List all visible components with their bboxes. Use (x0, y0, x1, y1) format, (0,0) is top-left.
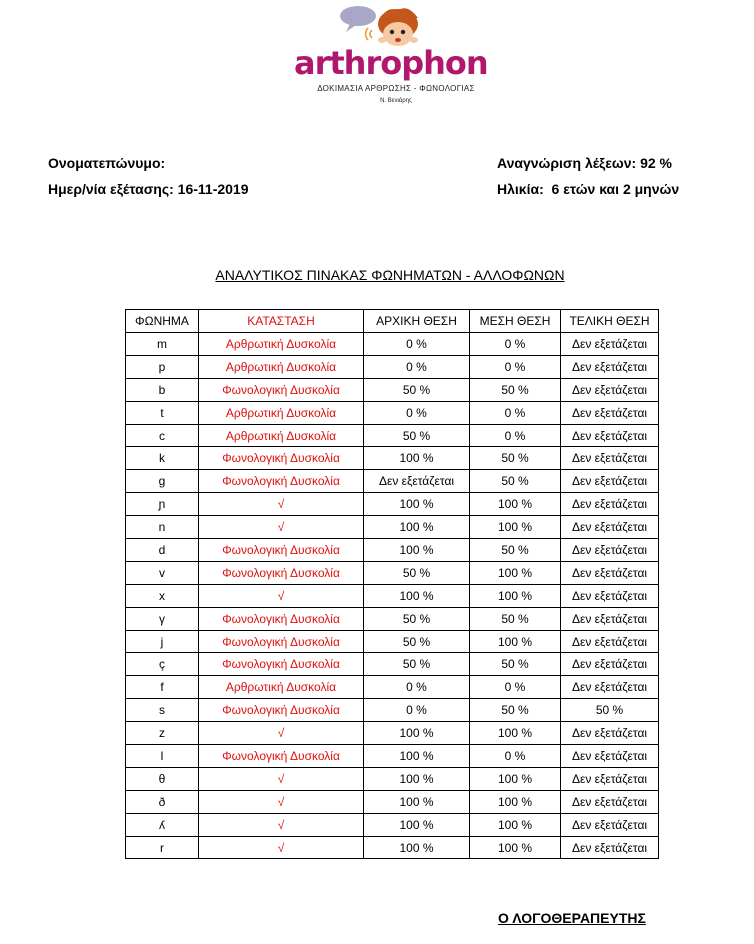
medial-position-cell: 0 % (470, 745, 561, 768)
table-row (126, 607, 659, 630)
final-position-cell: Δεν εξετάζεται (561, 355, 659, 378)
medial-position-cell: 0 % (470, 424, 561, 447)
initial-position-cell: 100 % (364, 584, 470, 607)
table-row (126, 355, 659, 378)
phoneme-cell: ʎ (126, 813, 199, 836)
initial-position-cell: 100 % (364, 836, 470, 859)
final-position-cell: Δεν εξετάζεται (561, 333, 659, 356)
phoneme-cell: m (126, 333, 199, 356)
phoneme-cell: ɲ (126, 493, 199, 516)
name-label: Ονοματεπώνυμο: (48, 155, 166, 171)
table-row (126, 447, 659, 470)
medial-position-cell: 100 % (470, 767, 561, 790)
table-row (126, 333, 659, 356)
phoneme-cell: b (126, 378, 199, 401)
status-cell: Φωνολογική Δυσκολία (199, 653, 364, 676)
medial-position-cell: 50 % (470, 699, 561, 722)
initial-position-cell: Δεν εξετάζεται (364, 470, 470, 493)
phoneme-cell: z (126, 722, 199, 745)
medial-position-cell: 50 % (470, 470, 561, 493)
phoneme-cell: r (126, 836, 199, 859)
phoneme-cell: v (126, 561, 199, 584)
medial-position-cell: 50 % (470, 539, 561, 562)
status-cell: Φωνολογική Δυσκολία (199, 630, 364, 653)
final-position-cell: Δεν εξετάζεται (561, 378, 659, 401)
signature-label: Ο ΛΟΓΟΘΕΡΑΠΕΥΤΗΣ (498, 910, 646, 926)
initial-position-cell: 100 % (364, 516, 470, 539)
table-header-row (126, 310, 659, 333)
phoneme-cell: d (126, 539, 199, 562)
phoneme-cell: γ (126, 607, 199, 630)
header-initial: ΑΡΧΙΚΗ ΘΕΣΗ (364, 310, 470, 333)
initial-position-cell: 50 % (364, 378, 470, 401)
medial-position-cell: 100 % (470, 836, 561, 859)
medial-position-cell: 50 % (470, 378, 561, 401)
medial-position-cell: 100 % (470, 584, 561, 607)
initial-position-cell: 0 % (364, 355, 470, 378)
medial-position-cell: 0 % (470, 401, 561, 424)
initial-position-cell: 50 % (364, 630, 470, 653)
medial-position-cell: 100 % (470, 493, 561, 516)
medial-position-cell: 100 % (470, 516, 561, 539)
status-cell: Φωνολογική Δυσκολία (199, 561, 364, 584)
table-row (126, 470, 659, 493)
phoneme-cell: t (126, 401, 199, 424)
medial-position-cell: 100 % (470, 722, 561, 745)
initial-position-cell: 100 % (364, 493, 470, 516)
final-position-cell: Δεν εξετάζεται (561, 401, 659, 424)
final-position-cell: Δεν εξετάζεται (561, 447, 659, 470)
status-cell: √ (199, 584, 364, 607)
final-position-cell: Δεν εξετάζεται (561, 653, 659, 676)
initial-position-cell: 0 % (364, 333, 470, 356)
phoneme-table (125, 309, 659, 859)
age: Ηλικία: 6 ετών και 2 μηνών (497, 181, 680, 197)
initial-position-cell: 100 % (364, 745, 470, 768)
table-row (126, 813, 659, 836)
table-row (126, 767, 659, 790)
initial-position-cell: 100 % (364, 539, 470, 562)
status-cell: Φωνολογική Δυσκολία (199, 447, 364, 470)
phoneme-cell: j (126, 630, 199, 653)
final-position-cell: Δεν εξετάζεται (561, 584, 659, 607)
phoneme-cell: ç (126, 653, 199, 676)
table-title: ΑΝΑΛΥΤΙΚΟΣ ΠΙΝΑΚΑΣ ΦΩΝΗΜΑΤΩΝ - ΑΛΛΟΦΩΝΩΝ (215, 267, 565, 283)
final-position-cell: Δεν εξετάζεται (561, 676, 659, 699)
status-cell: √ (199, 813, 364, 836)
table-row (126, 722, 659, 745)
phoneme-cell: g (126, 470, 199, 493)
status-cell: √ (199, 790, 364, 813)
status-cell: √ (199, 493, 364, 516)
table-row (126, 378, 659, 401)
word-recognition: Αναγνώριση λέξεων: 92 % (497, 155, 673, 171)
arthrophon-logo (280, 4, 510, 114)
table-row (126, 676, 659, 699)
table-row (126, 401, 659, 424)
table-body (126, 333, 659, 859)
initial-position-cell: 100 % (364, 813, 470, 836)
table-row (126, 836, 659, 859)
final-position-cell: Δεν εξετάζεται (561, 539, 659, 562)
table-row (126, 561, 659, 584)
final-position-cell: Δεν εξετάζεται (561, 722, 659, 745)
medial-position-cell: 100 % (470, 790, 561, 813)
final-position-cell: Δεν εξετάζεται (561, 607, 659, 630)
table-row (126, 424, 659, 447)
status-cell: √ (199, 836, 364, 859)
table-row (126, 653, 659, 676)
medial-position-cell: 100 % (470, 630, 561, 653)
header-final: ΤΕΛΙΚΗ ΘΕΣΗ (561, 310, 659, 333)
phoneme-cell: n (126, 516, 199, 539)
final-position-cell: Δεν εξετάζεται (561, 493, 659, 516)
medial-position-cell: 0 % (470, 333, 561, 356)
initial-position-cell: 100 % (364, 447, 470, 470)
phoneme-cell: θ (126, 767, 199, 790)
status-cell: Φωνολογική Δυσκολία (199, 539, 364, 562)
header-status: ΚΑΤΑΣΤΑΣΗ (199, 310, 364, 333)
initial-position-cell: 0 % (364, 699, 470, 722)
table-row (126, 630, 659, 653)
final-position-cell: Δεν εξετάζεται (561, 745, 659, 768)
medial-position-cell: 50 % (470, 447, 561, 470)
table-row (126, 745, 659, 768)
header-phoneme: ΦΩΝΗΜΑ (126, 310, 199, 333)
initial-position-cell: 50 % (364, 653, 470, 676)
initial-position-cell: 100 % (364, 790, 470, 813)
table-row (126, 699, 659, 722)
final-position-cell: Δεν εξετάζεται (561, 516, 659, 539)
medial-position-cell: 100 % (470, 813, 561, 836)
exam-date: Ημερ/νία εξέτασης: 16-11-2019 (48, 181, 249, 197)
phoneme-cell: ð (126, 790, 199, 813)
initial-position-cell: 0 % (364, 676, 470, 699)
status-cell: Αρθρωτική Δυσκολία (199, 333, 364, 356)
final-position-cell: 50 % (561, 699, 659, 722)
header-medial: ΜΕΣΗ ΘΕΣΗ (470, 310, 561, 333)
table-row (126, 516, 659, 539)
status-cell: Αρθρωτική Δυσκολία (199, 424, 364, 447)
initial-position-cell: 0 % (364, 401, 470, 424)
initial-position-cell: 100 % (364, 767, 470, 790)
brand-tagline: ΔΟΚΙΜΑΣΙΑ ΑΡΘΡΩΣΗΣ - ΦΩΝΟΛΟΓΙΑΣ (317, 84, 475, 93)
final-position-cell: Δεν εξετάζεται (561, 630, 659, 653)
phoneme-cell: f (126, 676, 199, 699)
brand-author: Ν. Βενιάρης (380, 98, 412, 104)
phoneme-cell: c (126, 424, 199, 447)
status-cell: √ (199, 722, 364, 745)
final-position-cell: Δεν εξετάζεται (561, 836, 659, 859)
initial-position-cell: 50 % (364, 424, 470, 447)
phoneme-cell: p (126, 355, 199, 378)
status-cell: Φωνολογική Δυσκολία (199, 378, 364, 401)
table-row (126, 493, 659, 516)
status-cell: Φωνολογική Δυσκολία (199, 470, 364, 493)
phoneme-cell: l (126, 745, 199, 768)
speech-bubble-icon (340, 6, 376, 26)
final-position-cell: Δεν εξετάζεται (561, 813, 659, 836)
medial-position-cell: 0 % (470, 355, 561, 378)
final-position-cell: Δεν εξετάζεται (561, 470, 659, 493)
status-cell: Φωνολογική Δυσκολία (199, 745, 364, 768)
status-cell: Αρθρωτική Δυσκολία (199, 676, 364, 699)
status-cell: Αρθρωτική Δυσκολία (199, 401, 364, 424)
phoneme-cell: s (126, 699, 199, 722)
status-cell: √ (199, 516, 364, 539)
initial-position-cell: 50 % (364, 607, 470, 630)
medial-position-cell: 50 % (470, 607, 561, 630)
status-cell: Φωνολογική Δυσκολία (199, 607, 364, 630)
medial-position-cell: 100 % (470, 561, 561, 584)
final-position-cell: Δεν εξετάζεται (561, 424, 659, 447)
brand-name: arthrophon (294, 44, 488, 82)
phoneme-cell: k (126, 447, 199, 470)
final-position-cell: Δεν εξετάζεται (561, 790, 659, 813)
table-row (126, 584, 659, 607)
status-cell: √ (199, 767, 364, 790)
initial-position-cell: 100 % (364, 722, 470, 745)
table-row (126, 539, 659, 562)
phoneme-cell: x (126, 584, 199, 607)
medial-position-cell: 0 % (470, 676, 561, 699)
status-cell: Φωνολογική Δυσκολία (199, 699, 364, 722)
table-row (126, 790, 659, 813)
initial-position-cell: 50 % (364, 561, 470, 584)
medial-position-cell: 50 % (470, 653, 561, 676)
final-position-cell: Δεν εξετάζεται (561, 767, 659, 790)
status-cell: Αρθρωτική Δυσκολία (199, 355, 364, 378)
final-position-cell: Δεν εξετάζεται (561, 561, 659, 584)
